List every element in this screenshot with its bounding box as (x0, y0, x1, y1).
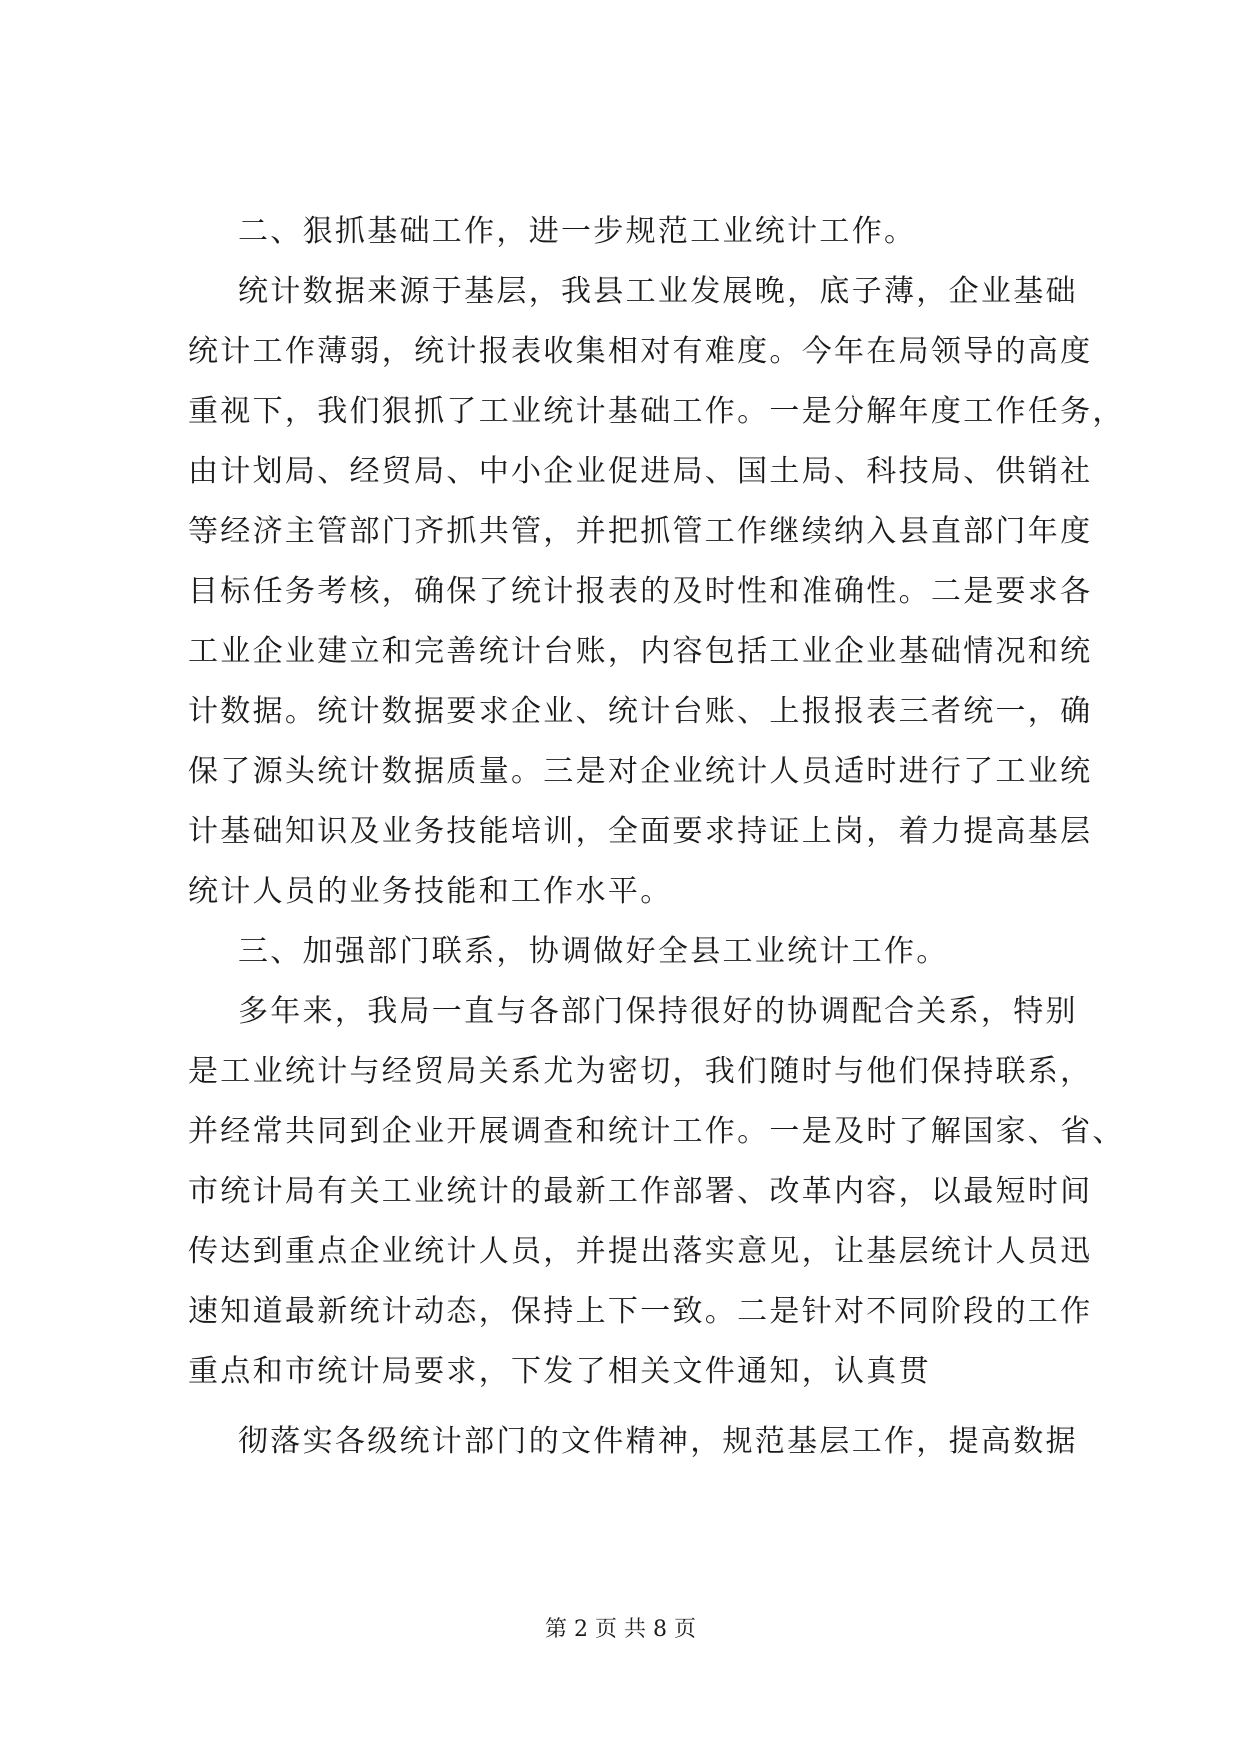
paragraph-line: 统计人员的业务技能和工作水平。 (188, 874, 673, 909)
paragraph-line: 重视下，我们狠抓了工业统计基础工作。一是分解年度工作任务， (188, 394, 1125, 429)
heading-section-3: 三、加强部门联系，协调做好全县工业统计工作。 (238, 934, 949, 969)
page-number-footer: 第 2 页 共 8 页 (545, 1617, 696, 1642)
paragraph-line: 计基础知识及业务技能培训，全面要求持证上岗，着力提高基层 (188, 814, 1093, 849)
paragraph-line: 多年来，我局一直与各部门保持很好的协调配合关系，特别 (238, 994, 1078, 1029)
heading-section-2: 二、狠抓基础工作，进一步规范工业统计工作。 (238, 214, 917, 249)
paragraph-line: 是工业统计与经贸局关系尤为密切，我们随时与他们保持联系， (188, 1054, 1093, 1089)
paragraph-line: 统计工作薄弱，统计报表收集相对有难度。今年在局领导的高度 (188, 334, 1093, 369)
paragraph-line: 由计划局、经贸局、中小企业促进局、国土局、科技局、供销社 (188, 454, 1093, 489)
paragraph-line: 计数据。统计数据要求企业、统计台账、上报报表三者统一，确 (188, 694, 1093, 729)
paragraph-line: 彻落实各级统计部门的文件精神，规范基层工作，提高数据 (238, 1424, 1078, 1459)
paragraph-line: 统计数据来源于基层，我县工业发展晚，底子薄，企业基础 (238, 274, 1078, 309)
paragraph-line: 目标任务考核，确保了统计报表的及时性和准确性。二是要求各 (188, 574, 1093, 609)
paragraph-line: 传达到重点企业统计人员，并提出落实意见，让基层统计人员迅 (188, 1234, 1093, 1269)
paragraph-line: 并经常共同到企业开展调查和统计工作。一是及时了解国家、省、 (188, 1114, 1125, 1149)
paragraph-line: 等经济主管部门齐抓共管，并把抓管工作继续纳入县直部门年度 (188, 514, 1093, 549)
paragraph-line: 工业企业建立和完善统计台账，内容包括工业企业基础情况和统 (188, 634, 1093, 669)
paragraph-line: 市统计局有关工业统计的最新工作部署、改革内容，以最短时间 (188, 1174, 1093, 1209)
paragraph-line: 保了源头统计数据质量。三是对企业统计人员适时进行了工业统 (188, 754, 1093, 789)
paragraph-line: 速知道最新统计动态，保持上下一致。二是针对不同阶段的工作 (188, 1294, 1093, 1329)
paragraph-line: 重点和市统计局要求，下发了相关文件通知，认真贯 (188, 1354, 931, 1389)
